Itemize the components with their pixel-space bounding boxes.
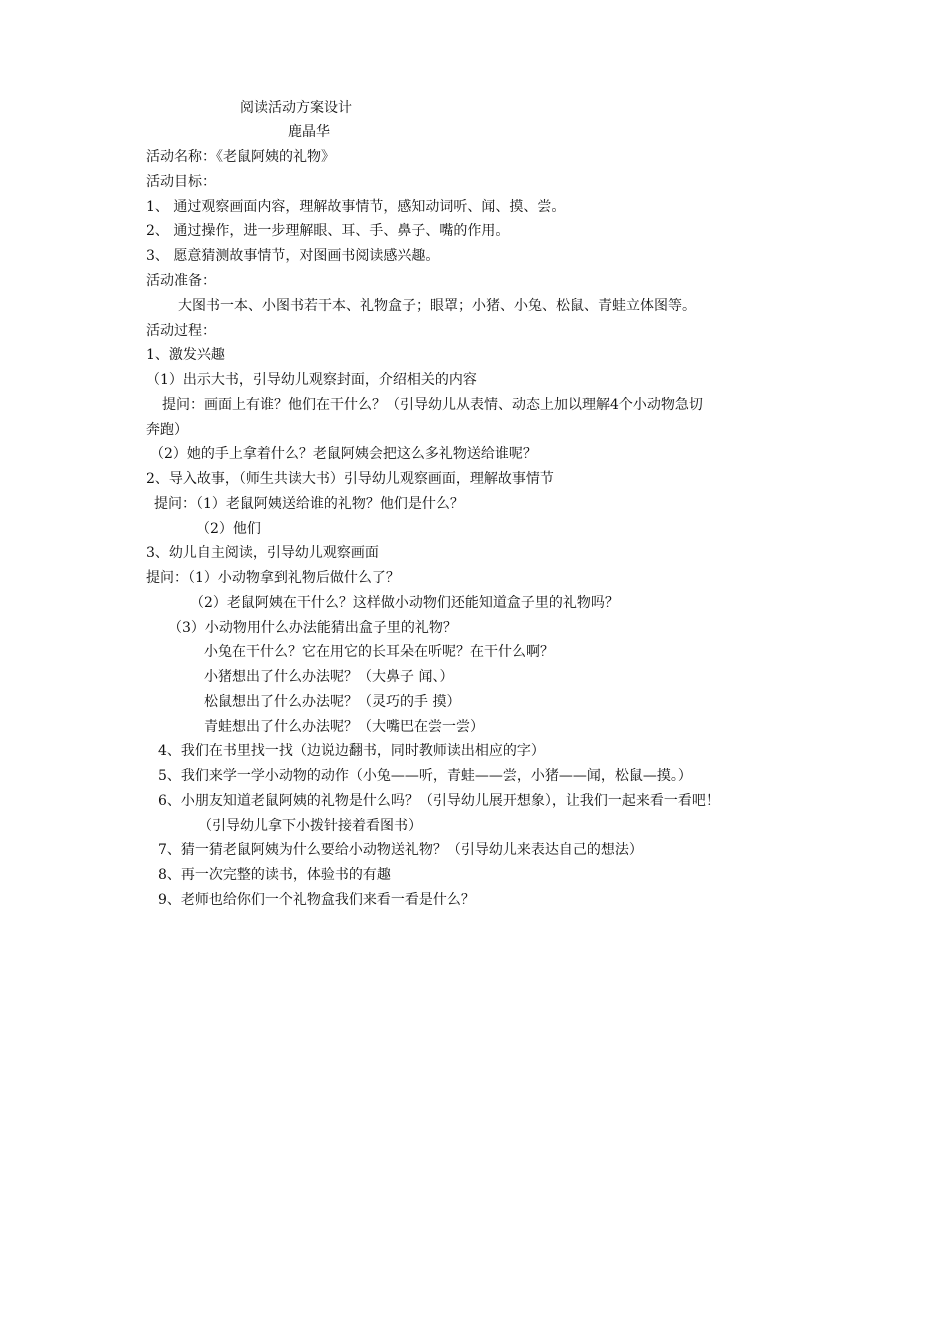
- process-line: 5、我们来学一学小动物的动作（小兔——听，青蛙——尝，小猪——闻，松鼠—摸。）: [158, 768, 692, 784]
- process-line: （2）他们: [196, 521, 261, 537]
- process-line: 1、激发兴趣: [146, 347, 225, 363]
- process-line: （2）她的手上拿着什么？老鼠阿姨会把这么多礼物送给谁呢？: [150, 446, 537, 462]
- process-line: 3、幼儿自主阅读，引导幼儿观察画面: [146, 545, 379, 561]
- prep-heading: 活动准备：: [146, 273, 216, 289]
- process-line: 7、猜一猜老鼠阿姨为什么要给小动物送礼物？（引导幼儿来表达自己的想法）: [158, 842, 643, 858]
- process-line: 8、再一次完整的读书，体验书的有趣: [158, 867, 391, 883]
- goal-item-1: 1、 通过观察画面内容，理解故事情节，感知动词听、闻、摸、尝。: [146, 199, 566, 215]
- process-line: 松鼠想出了什么办法呢？（灵巧的手 摸）: [204, 694, 461, 710]
- process-line: （2）老鼠阿姨在干什么？这样做小动物们还能知道盒子里的礼物吗？: [190, 595, 619, 611]
- process-line: 提问：（1）小动物拿到礼物后做什么了？: [146, 570, 400, 586]
- doc-title: 阅读活动方案设计: [240, 100, 352, 116]
- goal-item-3: 3、 愿意猜测故事情节，对图画书阅读感兴趣。: [146, 248, 440, 264]
- process-line: 提问：（1）老鼠阿姨送给谁的礼物？他们是什么？: [154, 496, 464, 512]
- process-line: 2、导入故事，（师生共读大书）引导幼儿观察画面，理解故事情节: [146, 471, 554, 487]
- activity-name: 活动名称：《老鼠阿姨的礼物》: [146, 149, 335, 165]
- process-line: 青蛙想出了什么办法呢？（大嘴巴在尝一尝）: [204, 719, 484, 735]
- process-line: （3）小动物用什么办法能猜出盒子里的礼物？: [168, 620, 457, 636]
- goals-heading: 活动目标：: [146, 174, 216, 190]
- process-line: 小兔在干什么？它在用它的长耳朵在听呢？在干什么啊？: [204, 644, 554, 660]
- doc-author: 鹿晶华: [288, 124, 330, 140]
- prep-text: 大图书一本、小图书若干本、礼物盒子；眼罩；小猪、小兔、松鼠、青蛙立体图等。: [178, 298, 696, 314]
- process-line: （引导幼儿拿下小拨针接着看图书）: [198, 818, 422, 834]
- process-line: 6、小朋友知道老鼠阿姨的礼物是什么吗？（引导幼儿展开想象），让我们一起来看一看吧！: [158, 793, 720, 809]
- process-line: 提问：画面上有谁？他们在干什么？（引导幼儿从表情、动态上加以理解4个小动物急切: [162, 397, 703, 413]
- process-line: 9、老师也给你们一个礼物盒我们来看一看是什么？: [158, 892, 475, 908]
- process-line: （1）出示大书，引导幼儿观察封面，介绍相关的内容: [146, 372, 477, 388]
- process-line: 小猪想出了什么办法呢？（大鼻子 闻、）: [204, 669, 454, 685]
- process-line: 奔跑）: [146, 422, 188, 438]
- process-line: 4、我们在书里找一找（边说边翻书，同时教师读出相应的字）: [158, 743, 545, 759]
- process-heading: 活动过程：: [146, 323, 216, 339]
- goal-item-2: 2、 通过操作，进一步理解眼、耳、手、鼻子、嘴的作用。: [146, 223, 510, 239]
